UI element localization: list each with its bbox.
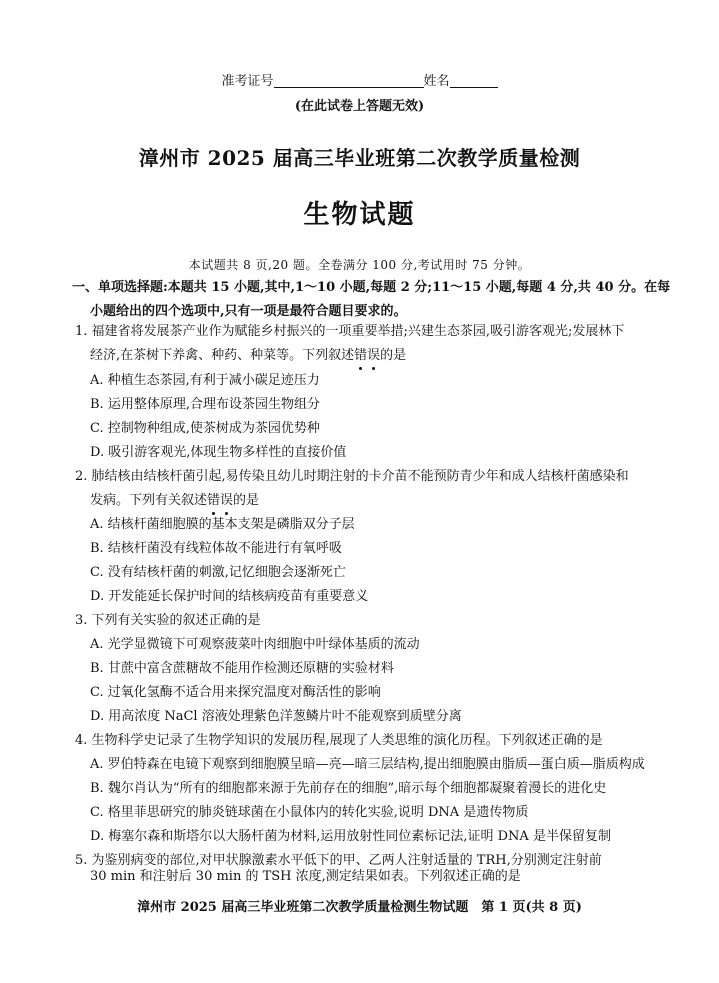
question-2-option-c: C. 没有结核杆菌的刺激,记忆细胞会逐渐死亡: [90, 565, 346, 580]
question-4-option-c: C. 格里菲思研究的肺炎链球菌在小鼠体内的转化实验,说明 DNA 是遗传物质: [90, 805, 529, 820]
candidate-info-line: [0, 70, 719, 89]
question-3-option-d: D. 用高浓度 NaCl 溶液处理紫色洋葱鳞片叶不能观察到质壁分离: [90, 709, 462, 724]
page-footer: 漳州市 2025 届高三毕业班第二次教学质量检测生物试题 第 1 页(共 8 页): [137, 900, 582, 915]
question-3-option-b: B. 甘蔗中富含蔗糖故不能用作检测还原糖的实验材料: [90, 661, 394, 676]
exam-number-label: 准考证号: [221, 74, 274, 89]
subject-title: 生物试题: [303, 200, 416, 230]
question-3-option-c: C. 过氧化氢酶不适合用来探究温度对酶活性的影响: [90, 685, 381, 700]
question-2-option-b: B. 结核杆菌没有线粒体故不能进行有氧呼吸: [90, 541, 342, 556]
emphasis-wrong: [207, 493, 233, 508]
emphasis-wrong: [354, 348, 380, 363]
emphasis-char: 误: [367, 348, 381, 363]
question-1-option-d: D. 吸引游客观光,体现生物多样性的直接价值: [90, 445, 347, 460]
section-heading: [72, 276, 684, 324]
emphasis-char: 误: [220, 493, 234, 508]
emphasis-char: 错: [207, 493, 221, 508]
name-label: 姓名: [423, 74, 450, 89]
question-1-option-c: C. 控制物种组成,使茶树成为茶园优势种: [90, 421, 320, 436]
question-4-option-d: D. 梅塞尔森和斯塔尔以大肠杆菌为材料,运用放射性同位素标记法,证明 DNA 是半保留复制: [90, 829, 611, 844]
question-2-option-d: D. 开发能延长保护时间的结核病疫苗有重要意义: [90, 589, 369, 604]
question-3-option-a: A. 光学显微镜下可观察菠菜叶肉细胞中叶绿体基质的流动: [90, 637, 420, 652]
question-3-stem: 3. 下列有关实验的叙述正确的是: [75, 613, 261, 628]
question-4-stem: 4. 生物科学史记录了生物学知识的发展历程,展现了人类思维的演化历程。下列叙述正确的是: [75, 733, 603, 748]
name-blank: [450, 73, 498, 88]
question-2-stem-line-2: 发病。下列有关叙述错误的是: [90, 493, 260, 508]
question-1-option-a: A. 种植生态茶园,有利于减小碳足迹压力: [90, 373, 320, 388]
exam-intro: 本试题共 8 页,20 题。全卷满分 100 分,考试用时 75 分钟。: [188, 258, 531, 272]
question-4-option-a: A. 罗伯特森在电镜下观察到细胞膜呈暗—亮—暗三层结构,提出细胞膜由脂质—蛋白质—脂质构成: [90, 757, 645, 772]
question-2-stem-line-1: 2. 肺结核由结核杆菌引起,易传染且幼儿时期注射的卡介苗不能预防青少年和成人结核杆菌感染和: [75, 469, 629, 484]
question-1-stem-line-1: 1. 福建省将发展茶产业作为赋能乡村振兴的一项重要举措;兴建生态茶园,吸引游客观光;发展林下: [75, 324, 625, 339]
question-1-option-b: B. 运用整体原理,合理布设茶园生物组分: [90, 397, 320, 412]
question-5-stem-line-2: 30 min 和注射后 30 min 的 TSH 浓度,测定结果如表。下列叙述正确的是: [90, 869, 521, 884]
question-5-stem-line-1: 5. 为鉴别病变的部位,对甲状腺激素水平低下的甲、乙两人注射适量的 TRH,分别测定注射前: [75, 853, 602, 868]
section-heading-line-1: 一、单项选择题:本题共 15 小题,其中,1～10 小题,每题 2 分;11～15 小题,每题 4 分,共 40 分。在每: [72, 280, 671, 295]
question-1-stem-line-2: 经济,在茶树下养禽、种药、种菜等。下列叙述错误的是: [90, 348, 407, 363]
exam-title: 漳州市 2025 届高三毕业班第二次教学质量检测: [138, 146, 581, 170]
question-4-option-b: B. 魏尔肖认为“所有的细胞都来源于先前存在的细胞”,暗示每个细胞都凝聚着漫长的进化史: [90, 781, 607, 796]
invalid-answer-note: (在此试卷上答题无效): [294, 99, 425, 114]
section-heading-line-2: 小题给出的四个选项中,只有一项是最符合题目要求的。: [90, 304, 407, 319]
emphasis-char: 错: [354, 348, 368, 363]
question-2-option-a: A. 结核杆菌细胞膜的基本支架是磷脂双分子层: [90, 517, 355, 532]
exam-number-blank: [274, 73, 424, 88]
